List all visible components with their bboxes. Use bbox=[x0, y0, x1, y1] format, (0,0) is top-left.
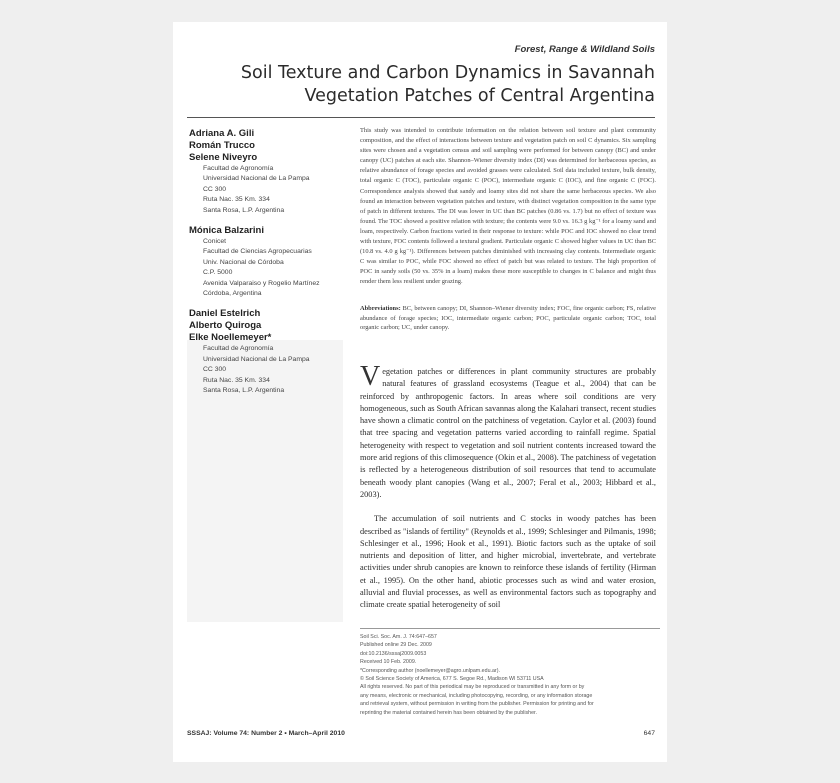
author-name: Daniel Estelrich bbox=[189, 308, 261, 320]
affiliation-line: Córdoba, Argentina bbox=[203, 290, 262, 298]
footnote-line: doi:10.2136/sssaj2009.0053 bbox=[360, 650, 427, 657]
affiliation-line: Facultad de Agronomía bbox=[203, 345, 274, 353]
abstract-text: This study was intended to contribute information on the relation between soil texture and plant community composition, and the effect of interactions between texture and vegetation patch on soil C dynamics. Six sampling sites were chosen and a vegetation census and soil sampling were performed for between canopy (BC) and under canopy (UC) patches at each site. Shannon–Wiener diversity index (DI) was determined for herbaceous species, as relative abundance of forage species and avoided grasses were calculated. Soil data included texture, bulk density, total organic C (TOC), particulate organic C (POC), intermediate organic C (IOC), and fine organic C (FOC). Correspondence analysis showed that sandy and loamy sites did not share the same herbaceous species. We also found an interaction between vegetation patches and texture, with distinct vegetation composition in the same type of patch in different textures. The DI was lower in UC than BC patches (0.86 vs. 1.7) but no effect of texture was found. The TOC showed a positive relation with texture; the contents were 9.0 vs. 16.3 g kg⁻¹ for a loamy sand and loam, respectively. Carbon fractions varied in their response to texture: while POC and IOC showed no clear trend with texture, FOC contents followed a textural gradient. Particulate organic C showed higher values in UC than BC (10.8 vs. 4.0 g kg⁻¹). Differences between patches diminished with increasing clay contents. Intermediate organic C was similar to POC, while FOC showed no effect of patch but was related to texture. The high proportion of POC in sandy soils (50 vs. 35% in a loam) makes these more susceptible to changes in C balance and might thus render them less resilient under grazing. bbox=[360, 127, 656, 286]
page-footer bbox=[187, 730, 655, 737]
footnote-line: All rights reserved. No part of this periodical may be reproduced or transmitted in any form or by bbox=[360, 684, 585, 691]
title-rule bbox=[187, 117, 655, 118]
author-name: Román Trucco bbox=[189, 140, 255, 151]
footnote-line: and retrieval system, without permission in writing from the publisher. Permission for printing and for bbox=[360, 701, 594, 708]
author-list bbox=[189, 128, 339, 406]
affiliation-line: Facultad de Ciencias Agropecuarias bbox=[203, 248, 312, 256]
affiliation-line: Universidad Nacional de La Pampa bbox=[203, 355, 310, 363]
page-number: 647 bbox=[643, 730, 655, 737]
author-name: Elke Noellemeyer* bbox=[189, 332, 272, 344]
affiliation-line: CC 300 bbox=[203, 366, 227, 374]
body-paragraph bbox=[360, 361, 656, 501]
footnote-line: Published online 29 Dec. 2009 bbox=[360, 642, 432, 649]
section-label: Forest, Range & Wildland Soils bbox=[514, 44, 655, 55]
affiliation-line: Santa Rosa, L.P. Argentina bbox=[203, 206, 285, 214]
affiliation-line: Avenida Valparaiso y Rogelio Martínez bbox=[203, 279, 320, 287]
affiliation-line: Santa Rosa, L.P. Argentina bbox=[203, 387, 285, 395]
affiliation-line: Univ. Nacional de Córdoba bbox=[203, 258, 284, 266]
author-name: Mónica Balzarini bbox=[189, 225, 264, 237]
abbreviations-text: BC, between canopy; DI, Shannon–Wiener diversity index; FOC, fine organic carbon; FS, relative abundance of forage species; IOC, intermediate organic carbon; POC, particulate organic carbon; TOC, total organic carbon; UC, under canopy. bbox=[360, 305, 656, 332]
author-group bbox=[189, 308, 339, 396]
body-paragraph: The accumulation of soil nutrients and C stocks in woody patches has been described as "islands of fertility" (Reynolds et al., 1999; Schlesinger and Pilmanis, 1998; Schlesinger et al., 1996; Hook et al., 1991). Biotic factors such as the uptake of soil nutrients and deposition of litter, and higher microbial, invertebrate, and vertebrate activities under shrub canopies are known to reinforce these islands of fertility (Hirman et al., 1995). On the other hand, abiotic processes such as wind and water erosion, alluvial and fluvial processes, as well as environmental factors such as topography and climate create spatial heterogeneity of soil bbox=[360, 514, 656, 610]
title-line-1: Soil Texture and Carbon Dynamics in Savannah bbox=[240, 63, 655, 83]
footnote-line: any means, electronic or mechanical, including photocopying, recording, or any information storage bbox=[360, 692, 593, 699]
footnote-line: Soil Sci. Soc. Am. J. 74:647–657 bbox=[360, 634, 437, 640]
affiliation-line: Facultad de Agronomía bbox=[203, 165, 274, 172]
paragraph-1-text: egetation patches or differences in plant community structures are probably natural features of grassland ecosystems (Teague et al., 2004) that can be reinforced by anthropogenic factors. In areas where soil conditions are very homogeneous, such as South African savannas along the Kalahari transect, recent studies have shown a climatic control on the patchiness of vegetation. Caylor et al. (2003) found that tree spacing and vegetation patterns varied according to rainfall regime. Spatial heterogeneity with respect to vegetation and soil nutrient contents increased toward the more arid regions of this climosequence (Okin et al., 2008). The patchiness of vegetation is reflected by a heterogeneous distribution of soil resources that tend to accumulate beneath woody plant canopies (Wang et al., 2007; Feral et al., 2003; Hibbard et al., 2003). bbox=[360, 367, 656, 499]
author-name: Adriana A. Gili bbox=[189, 128, 255, 139]
journal-citation: SSSAJ: Volume 74: Number 2 • March–April 2010 bbox=[187, 730, 345, 737]
footnote-line: reprinting the material contained herein has been obtained by the publisher. bbox=[360, 709, 537, 716]
paper-page bbox=[173, 22, 667, 762]
abbreviations-label: Abbreviations: bbox=[360, 305, 401, 312]
footnote-line: *Corresponding author (noellemeyer@agro.unlpam.edu.ar). bbox=[360, 667, 500, 674]
author-group bbox=[189, 225, 339, 299]
footnote-line: © Soil Science Society of America, 677 S. Segoe Rd., Madison WI 53711 USA bbox=[360, 676, 544, 683]
article-title bbox=[185, 62, 655, 108]
article-body bbox=[360, 361, 656, 624]
affiliation-line: C.P. 5000 bbox=[203, 269, 233, 277]
affiliation-line: Ruta Nac. 35 Km. 334 bbox=[203, 196, 270, 204]
drop-cap: V bbox=[360, 361, 381, 392]
abbreviations bbox=[360, 304, 656, 333]
affiliation-line: Conicet bbox=[203, 238, 227, 246]
affiliation-line: Ruta Nac. 35 Km. 334 bbox=[203, 376, 270, 384]
author-name: Selene Niveyro bbox=[189, 152, 258, 163]
title-line-2: Vegetation Patches of Central Argentina bbox=[304, 86, 655, 106]
affiliation-line: Universidad Nacional de La Pampa bbox=[203, 175, 310, 183]
author-group bbox=[189, 128, 339, 216]
footnote-line: Received 10 Feb. 2009. bbox=[360, 659, 417, 666]
author-name: Alberto Quiroga bbox=[189, 320, 262, 332]
affiliation-line: CC 300 bbox=[203, 185, 227, 193]
footnotes bbox=[360, 628, 660, 717]
